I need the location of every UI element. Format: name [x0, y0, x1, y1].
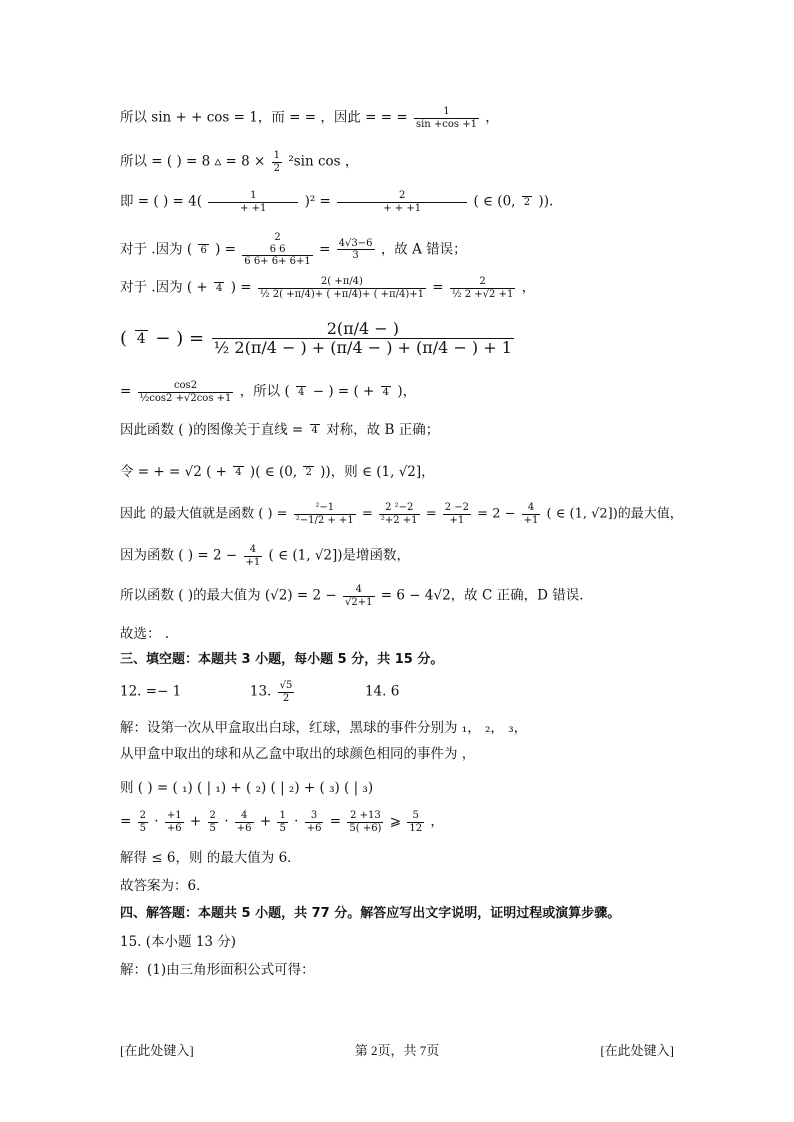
- text: 故答案为：6．: [120, 878, 210, 894]
- text: =: [425, 506, 437, 522]
- text: 对称，故 B 正确；: [326, 422, 440, 438]
- denominator: 5: [209, 822, 216, 834]
- denominator: ²+2 +1: [380, 514, 418, 526]
- text: − ) = ( +: [312, 383, 375, 400]
- line-12: [120, 584, 684, 608]
- fraction: [233, 466, 243, 479]
- denominator: +1: [523, 514, 539, 526]
- denominator: ½ 2( +π/4)+ ( +π/4)+ ( +π/4)+1: [259, 288, 424, 300]
- text: 因为函数 ( ) = 2 −: [120, 547, 238, 564]
- numerator: 2: [398, 190, 406, 201]
- text: ·: [224, 813, 229, 830]
- section-heading-4: [120, 904, 684, 924]
- denominator: 6: [200, 244, 207, 256]
- line-6: [120, 320, 684, 358]
- denominator: 2: [305, 467, 312, 479]
- numerator: 4: [240, 810, 248, 821]
- fraction: [296, 386, 306, 399]
- text: =: [432, 279, 444, 296]
- denominator: 4: [136, 331, 146, 348]
- denominator: √2+1: [345, 596, 373, 608]
- text: ²sin cos ，: [288, 153, 359, 170]
- denominator: +6: [166, 822, 182, 834]
- text: − ) =: [155, 327, 205, 349]
- numerator: 2( +π/4): [320, 276, 363, 287]
- fraction: [272, 150, 282, 174]
- fraction: [138, 380, 234, 404]
- text: ·: [154, 813, 159, 830]
- text: ，所以 (: [239, 383, 290, 400]
- fraction: [278, 680, 295, 704]
- fraction: [381, 386, 391, 399]
- fraction: [294, 502, 356, 526]
- line-11: [120, 544, 684, 568]
- fraction: [165, 810, 184, 834]
- numerator: 3: [310, 810, 318, 821]
- line-24: [120, 960, 684, 980]
- numerator-sub: 6 6: [269, 243, 286, 255]
- denominator: 4: [311, 425, 318, 437]
- fraction: [414, 106, 479, 130]
- text: 故选： .: [120, 626, 170, 642]
- text: =: [120, 813, 132, 830]
- text: = 6 − 4√2，故 C 正确，D 错误．: [380, 587, 593, 604]
- fraction: [379, 502, 420, 526]
- numerator: √5: [279, 680, 293, 691]
- fraction: [450, 276, 515, 300]
- line-3: [120, 190, 684, 214]
- numerator: 4: [527, 502, 535, 513]
- numerator: 1: [279, 810, 286, 821]
- denominator: sin +cos +1: [415, 118, 477, 130]
- denominator: 2: [523, 196, 531, 208]
- numerator: 5: [412, 810, 419, 821]
- text: +: [259, 813, 272, 830]
- text: ( ∈ (0,: [473, 193, 520, 210]
- text: 三、填空题：本题共 3 小题，每小题 5 分，共 15 分。: [120, 652, 444, 667]
- text: =: [319, 241, 331, 258]
- numerator: +1: [166, 810, 182, 821]
- denominator: ½ 2(π/4 − ) + (π/4 − ) + (π/4 − ) + 1: [213, 338, 512, 358]
- numerator: 4√3−6: [338, 237, 373, 249]
- text: 所以 sin + + cos = 1，而 = = ，因此 = = =: [120, 109, 408, 126]
- text: 解得 ≤ 6，则 的最大值为 6．: [120, 850, 301, 866]
- denominator: 4: [382, 386, 390, 398]
- line-8: [120, 420, 684, 440]
- numerator: 1: [250, 190, 257, 201]
- denominator: 2: [278, 692, 295, 705]
- text: 四、解答题：本题共 5 小题，共 77 分。解答应写出文字说明，证明过程或演算步骤。: [120, 906, 621, 921]
- fraction: [347, 810, 383, 834]
- fraction: [235, 810, 254, 834]
- fraction: [212, 320, 514, 358]
- numerator: 2 +13: [350, 810, 381, 821]
- fraction: [258, 276, 426, 300]
- denominator: 5: [279, 822, 286, 834]
- denominator: 6 6+ 6+ 6+1: [244, 256, 311, 267]
- denominator: ½ 2 +√2 +1: [451, 288, 514, 300]
- text: =: [361, 506, 373, 522]
- line-21: [120, 876, 684, 896]
- denominator: + +1: [208, 202, 298, 215]
- text: =: [120, 383, 132, 400]
- line-20: [120, 848, 684, 868]
- footer-page-number: 第 2页，共 7页: [354, 1043, 440, 1058]
- line-1: [120, 106, 684, 130]
- fraction: [244, 544, 263, 568]
- numerator: 2 ²−2: [385, 502, 414, 513]
- numerator: 2: [209, 810, 216, 821]
- numerator: 2: [274, 232, 281, 243]
- line-19: [120, 810, 684, 834]
- fraction: [443, 502, 471, 526]
- text: 则 ( ) = ( ₁) ( | ₁) + ( ₂) ( | ₂) + ( ₃) ( | ₃): [120, 780, 374, 796]
- text: ，故 A 错误；: [380, 241, 467, 258]
- fraction: [310, 424, 320, 437]
- text: )( ∈ (0,: [249, 464, 302, 480]
- text: 令 = + = √2 ( +: [120, 464, 227, 480]
- fraction: [135, 330, 148, 347]
- fraction: [214, 282, 224, 295]
- text: = 2 −: [477, 506, 516, 522]
- text: ))，则 ∈ (1, √2]，: [320, 464, 435, 480]
- fraction: [208, 810, 218, 834]
- text: 解：(1)由三角形面积公式可得：: [120, 962, 315, 978]
- numerator: 1: [273, 150, 281, 161]
- text: 对于 .因为 ( +: [120, 279, 208, 296]
- text: )，: [397, 383, 417, 400]
- numerator: cos2: [173, 380, 198, 391]
- line-15: [120, 680, 684, 704]
- numerator: 2: [479, 276, 486, 287]
- text: 从甲盒中取出的球和从乙盒中取出的球颜色相同的事件为 ，: [120, 746, 476, 762]
- text: +: [189, 813, 202, 830]
- denominator: 12: [409, 822, 423, 834]
- numerator: 2: [139, 810, 146, 821]
- line-10: [120, 502, 684, 526]
- section-heading-3: [120, 650, 684, 670]
- answer-12: 12. =− 1: [120, 683, 182, 700]
- answer-14: 14. 6: [364, 683, 400, 700]
- text: 对于 .因为 (: [120, 241, 193, 258]
- fraction: [305, 810, 324, 834]
- fraction: [277, 810, 287, 834]
- denominator: ½cos2 +√2cos +1: [139, 392, 232, 404]
- line-18: [120, 778, 684, 798]
- denominator: +1: [443, 514, 471, 527]
- fraction: [242, 232, 312, 268]
- text: 即 = ( ) = 4(: [120, 193, 202, 210]
- text: (: [120, 327, 128, 349]
- fraction: [522, 502, 541, 526]
- numerator: 1: [443, 106, 450, 117]
- denominator: 2: [273, 162, 281, 174]
- fraction: [337, 190, 467, 214]
- denominator: 5: [139, 822, 146, 834]
- line-2: [120, 150, 684, 174]
- line-7: [120, 380, 684, 404]
- text: 解：设第一次从甲盒取出白球，红球，黑球的事件分别为 ₁， ₂， ₃，: [120, 720, 528, 736]
- numerator: 2 −2: [444, 502, 470, 513]
- text: ( ∈ (1, √2])是增函数，: [268, 547, 411, 564]
- denominator: 4: [298, 386, 305, 398]
- fraction: [208, 190, 298, 214]
- line-13: [120, 624, 684, 644]
- fraction: [303, 466, 313, 479]
- text: ，: [521, 279, 536, 296]
- text: ，: [485, 109, 499, 126]
- text: ) =: [230, 279, 252, 296]
- denominator: + + +1: [337, 202, 467, 215]
- text: ) =: [215, 241, 236, 258]
- text: 所以函数 ( )的最大值为 (√2) = 2 −: [120, 587, 337, 604]
- footer-left: [在此处键入]: [120, 1043, 194, 1058]
- text: ( ∈ (1, √2])的最大值，: [546, 506, 683, 522]
- numerator: 2(π/4 − ): [326, 319, 400, 338]
- line-17: [120, 744, 684, 764]
- text: ⩾: [389, 813, 402, 830]
- fraction: [198, 244, 208, 257]
- line-4: [120, 232, 684, 268]
- text: )).: [538, 193, 554, 210]
- text: 因此函数 ( )的图像关于直线 =: [120, 422, 304, 438]
- numerator: 4: [355, 584, 362, 595]
- text: 所以 = ( ) = 8 ▵ = 8 ×: [120, 153, 266, 170]
- text: 15. (本小题 13 分): [120, 934, 237, 950]
- denominator: +6: [236, 822, 252, 834]
- text: )² =: [304, 193, 331, 210]
- fraction: [522, 196, 532, 209]
- denominator: 3: [337, 249, 375, 262]
- text: 因此 的最大值就是函数 ( ) =: [120, 506, 288, 522]
- denominator: 4: [235, 467, 242, 479]
- fraction: [337, 238, 375, 262]
- denominator: +6: [306, 822, 322, 834]
- line-16: [120, 718, 684, 738]
- denominator: ²−1/2 + +1: [295, 514, 354, 526]
- denominator: +1: [245, 556, 261, 568]
- line-23: [120, 932, 684, 952]
- denominator: 5( +6): [349, 822, 382, 834]
- line-9: [120, 462, 684, 482]
- line-5: [120, 276, 684, 300]
- fraction: [343, 584, 374, 608]
- text: =: [329, 813, 342, 830]
- text: ，: [430, 813, 444, 830]
- text: ·: [294, 813, 299, 830]
- fraction: [138, 810, 148, 834]
- fraction: [407, 810, 424, 834]
- numerator: 4: [249, 544, 257, 555]
- denominator: 4: [216, 282, 223, 294]
- footer-right: [在此处键入]: [600, 1043, 674, 1058]
- answer-13-label: 13.: [249, 683, 272, 700]
- numerator: ²−1: [315, 502, 335, 513]
